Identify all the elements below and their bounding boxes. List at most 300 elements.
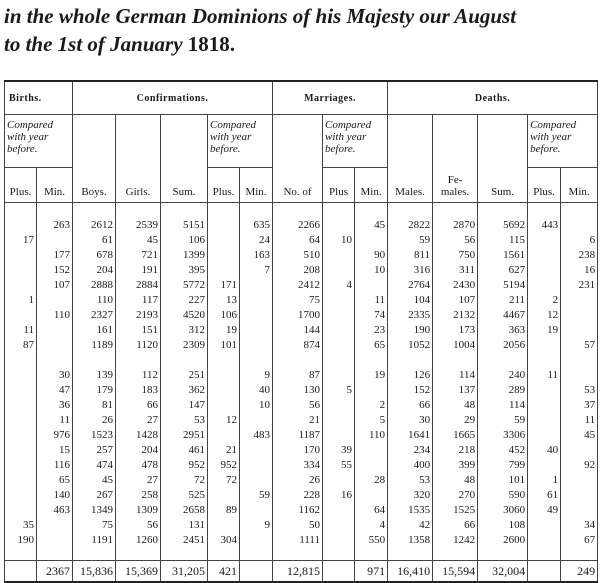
table-cell: 463 — [37, 503, 73, 518]
table-cell: 66 — [388, 398, 433, 413]
table-cell: 23 — [355, 323, 388, 338]
table-cell: 65 — [37, 473, 73, 488]
table-cell: 112 — [116, 368, 161, 383]
table-cell: 320 — [388, 488, 433, 503]
table-cell: 81 — [73, 398, 116, 413]
tail-spacer-row — [5, 548, 598, 561]
table-cell: 107 — [433, 293, 478, 308]
table-cell: 140 — [37, 488, 73, 503]
table-cell: 66 — [433, 518, 478, 533]
page-heading — [4, 2, 596, 58]
table-cell: 179 — [73, 383, 116, 398]
table-cell — [323, 293, 355, 308]
table-cell: 240 — [478, 368, 528, 383]
table-cell: 151 — [116, 323, 161, 338]
table-cell — [5, 398, 37, 413]
table-cell — [323, 308, 355, 323]
table-cell: 57 — [561, 338, 598, 353]
table-cell — [5, 458, 37, 473]
table-cell: 45 — [73, 473, 116, 488]
table-cell: 2132 — [433, 308, 478, 323]
table-cell: 228 — [273, 488, 323, 503]
table-cell — [323, 338, 355, 353]
table-cell: 19 — [355, 368, 388, 383]
table-cell: 190 — [5, 533, 37, 548]
births-compared-label: Compared with year before. — [5, 115, 73, 168]
total-cell — [5, 561, 37, 583]
table-cell: 163 — [240, 248, 273, 263]
table-cell — [478, 353, 528, 368]
table-cell — [208, 398, 240, 413]
table-cell — [528, 518, 561, 533]
total-cell: 16,410 — [388, 561, 433, 583]
table-cell: 61 — [73, 233, 116, 248]
table-cell: 64 — [273, 233, 323, 248]
table-cell — [323, 263, 355, 278]
table-cell: 231 — [561, 278, 598, 293]
table-cell — [5, 383, 37, 398]
table-cell: 110 — [355, 428, 388, 443]
compared-header-row — [5, 115, 598, 168]
total-cell: 15,594 — [433, 561, 478, 583]
table-cell — [208, 488, 240, 503]
table-cell: 104 — [388, 293, 433, 308]
table-cell: 56 — [433, 233, 478, 248]
table-cell: 42 — [388, 518, 433, 533]
table-cell: 40 — [528, 443, 561, 458]
table-cell: 161 — [73, 323, 116, 338]
table-cell: 12 — [528, 308, 561, 323]
table-cell — [561, 503, 598, 518]
table-cell: 59 — [388, 233, 433, 248]
table-cell — [240, 533, 273, 548]
table-row — [5, 263, 598, 278]
table-cell — [5, 248, 37, 263]
table-cell: 1428 — [116, 428, 161, 443]
table-cell — [355, 383, 388, 398]
table-cell — [528, 458, 561, 473]
table-cell — [37, 233, 73, 248]
table-row — [5, 323, 598, 338]
table-cell: 234 — [388, 443, 433, 458]
table-cell — [37, 338, 73, 353]
table-cell: 126 — [388, 368, 433, 383]
table-cell — [208, 383, 240, 398]
table-cell: 211 — [478, 293, 528, 308]
table-cell: 952 — [208, 458, 240, 473]
table-cell: 4 — [355, 518, 388, 533]
table-row — [5, 473, 598, 488]
table-row — [5, 278, 598, 293]
table-cell: 24 — [240, 233, 273, 248]
table-cell — [5, 308, 37, 323]
table-cell: 2412 — [273, 278, 323, 293]
table-cell: 483 — [240, 428, 273, 443]
table-cell: 4467 — [478, 308, 528, 323]
table-cell — [528, 398, 561, 413]
table-cell — [208, 353, 240, 368]
table-cell: 1523 — [73, 428, 116, 443]
col-deaths-min: Min. — [561, 168, 598, 203]
table-cell — [528, 248, 561, 263]
table-cell: 2309 — [161, 338, 208, 353]
total-cell: 31,205 — [161, 561, 208, 583]
table-cell: 251 — [161, 368, 208, 383]
table-cell: 116 — [37, 458, 73, 473]
table-cell: 400 — [388, 458, 433, 473]
table-cell: 3306 — [478, 428, 528, 443]
totals-row — [5, 561, 598, 583]
table-cell: 19 — [528, 323, 561, 338]
table-cell: 21 — [273, 413, 323, 428]
total-cell — [528, 561, 561, 583]
table-cell: 478 — [116, 458, 161, 473]
table-cell — [528, 263, 561, 278]
table-cell: 2327 — [73, 308, 116, 323]
table-cell — [208, 368, 240, 383]
table-cell: 1399 — [161, 248, 208, 263]
table-row — [5, 518, 598, 533]
table-cell — [240, 338, 273, 353]
table-cell — [561, 488, 598, 503]
table-cell: 101 — [208, 338, 240, 353]
table-cell: 45 — [116, 233, 161, 248]
table-cell: 147 — [161, 398, 208, 413]
table-cell: 4520 — [161, 308, 208, 323]
table-cell: 952 — [161, 458, 208, 473]
table-cell: 72 — [208, 473, 240, 488]
table-cell — [528, 413, 561, 428]
table-cell: 144 — [273, 323, 323, 338]
table-cell — [528, 428, 561, 443]
table-cell: 9 — [240, 518, 273, 533]
table-cell — [240, 443, 273, 458]
table-cell — [355, 488, 388, 503]
col-marriages-plus: Plus — [323, 168, 355, 203]
table-cell — [561, 293, 598, 308]
table-cell: 90 — [355, 248, 388, 263]
table-cell — [433, 353, 478, 368]
table-cell: 40 — [240, 383, 273, 398]
table-cell — [240, 293, 273, 308]
table-cell: 36 — [37, 398, 73, 413]
table-cell: 106 — [161, 233, 208, 248]
table-cell — [37, 353, 73, 368]
deaths-compared-label: Compared with year before. — [528, 115, 598, 168]
table-cell: 48 — [433, 398, 478, 413]
table-cell: 11 — [528, 368, 561, 383]
table-cell: 1189 — [73, 338, 116, 353]
table-cell: 2951 — [161, 428, 208, 443]
table-cell: 316 — [388, 263, 433, 278]
table-cell: 75 — [73, 518, 116, 533]
table-row — [5, 368, 598, 383]
table-cell — [240, 323, 273, 338]
table-cell: 56 — [116, 518, 161, 533]
table-cell: 2430 — [433, 278, 478, 293]
table-cell: 721 — [116, 248, 161, 263]
col-boys: Boys. — [73, 115, 116, 203]
table-cell: 190 — [388, 323, 433, 338]
confirmations-compared-label: Compared with year before. — [208, 115, 273, 168]
table-cell: 7 — [240, 263, 273, 278]
table-cell: 21 — [208, 443, 240, 458]
table-cell: 50 — [273, 518, 323, 533]
table-cell: 65 — [355, 338, 388, 353]
table-cell: 267 — [73, 488, 116, 503]
table-row — [5, 533, 598, 548]
table-cell — [355, 278, 388, 293]
table-row — [5, 308, 598, 323]
table-cell — [323, 398, 355, 413]
table-cell: 2335 — [388, 308, 433, 323]
table-cell: 5692 — [478, 218, 528, 233]
group-header-row — [5, 81, 598, 115]
table-cell: 550 — [355, 533, 388, 548]
total-cell: 12,815 — [273, 561, 323, 583]
table-cell: 139 — [73, 368, 116, 383]
table-cell: 47 — [37, 383, 73, 398]
table-cell — [561, 443, 598, 458]
table-cell: 110 — [73, 293, 116, 308]
table-cell: 177 — [37, 248, 73, 263]
table-cell: 678 — [73, 248, 116, 263]
table-cell — [528, 353, 561, 368]
table-cell: 35 — [5, 518, 37, 533]
table-row — [5, 218, 598, 233]
table-cell: 16 — [323, 488, 355, 503]
table-cell: 2870 — [433, 218, 478, 233]
total-cell: 971 — [355, 561, 388, 583]
table-row — [5, 293, 598, 308]
table-cell: 15 — [37, 443, 73, 458]
table-cell — [208, 233, 240, 248]
table-cell: 204 — [116, 443, 161, 458]
table-cell: 1111 — [273, 533, 323, 548]
table-cell — [73, 353, 116, 368]
table-cell — [323, 503, 355, 518]
table-cell: 92 — [561, 458, 598, 473]
col-births-min: Min. — [37, 168, 73, 203]
table-cell: 510 — [273, 248, 323, 263]
total-cell: 421 — [208, 561, 240, 583]
total-cell — [323, 561, 355, 583]
table-cell — [561, 323, 598, 338]
table-cell: 1349 — [73, 503, 116, 518]
table-cell: 27 — [116, 473, 161, 488]
table-cell: 30 — [388, 413, 433, 428]
table-cell — [5, 353, 37, 368]
col-confirmations-min: Min. — [240, 168, 273, 203]
table-cell — [5, 503, 37, 518]
table-cell: 2764 — [388, 278, 433, 293]
table-cell: 89 — [208, 503, 240, 518]
marriages-compared-label: Compared with year before. — [323, 115, 388, 168]
table-cell: 635 — [240, 218, 273, 233]
table-cell: 191 — [116, 263, 161, 278]
col-births-plus: Plus. — [5, 168, 37, 203]
table-cell: 218 — [433, 443, 478, 458]
table-cell — [5, 428, 37, 443]
table-cell — [323, 353, 355, 368]
table-cell: 61 — [528, 488, 561, 503]
table-cell — [561, 218, 598, 233]
table-cell — [5, 263, 37, 278]
table-cell: 1187 — [273, 428, 323, 443]
table-cell — [323, 248, 355, 263]
table-cell — [5, 413, 37, 428]
table-row — [5, 458, 598, 473]
total-cell: 249 — [561, 561, 598, 583]
table-cell: 17 — [5, 233, 37, 248]
col-confirmations-plus: Plus. — [208, 168, 240, 203]
table-cell: 11 — [5, 323, 37, 338]
table-cell: 257 — [73, 443, 116, 458]
table-cell — [37, 533, 73, 548]
table-cell: 1535 — [388, 503, 433, 518]
table-cell: 45 — [355, 218, 388, 233]
table-cell: 311 — [433, 263, 478, 278]
table-cell — [240, 473, 273, 488]
table-cell: 2193 — [116, 308, 161, 323]
table-cell: 11 — [37, 413, 73, 428]
table-cell: 72 — [161, 473, 208, 488]
table-cell: 114 — [478, 398, 528, 413]
table-cell: 107 — [37, 278, 73, 293]
table-cell: 2 — [355, 398, 388, 413]
table-cell: 976 — [37, 428, 73, 443]
table-cell — [208, 428, 240, 443]
table-cell: 1525 — [433, 503, 478, 518]
table-cell: 2612 — [73, 218, 116, 233]
table-cell: 525 — [161, 488, 208, 503]
table-cell: 1 — [528, 473, 561, 488]
table-cell — [528, 383, 561, 398]
table-cell: 334 — [273, 458, 323, 473]
table-cell: 2266 — [273, 218, 323, 233]
table-cell — [5, 368, 37, 383]
marriages-header: Marriages. — [273, 81, 388, 115]
total-cell: 2367 — [37, 561, 73, 583]
col-females: Fe-males. — [433, 115, 478, 203]
table-cell: 39 — [323, 443, 355, 458]
table-cell: 289 — [478, 383, 528, 398]
table-cell: 64 — [355, 503, 388, 518]
table-cell — [561, 473, 598, 488]
table-cell: 204 — [73, 263, 116, 278]
table-cell: 53 — [161, 413, 208, 428]
table-cell — [208, 263, 240, 278]
col-marriages-number: No. of — [273, 115, 323, 203]
table-cell — [323, 323, 355, 338]
table-cell: 3060 — [478, 503, 528, 518]
table-cell: 395 — [161, 263, 208, 278]
table-cell: 115 — [478, 233, 528, 248]
table-cell: 874 — [273, 338, 323, 353]
spacer-row — [5, 203, 598, 219]
table-cell: 1162 — [273, 503, 323, 518]
table-cell: 67 — [561, 533, 598, 548]
table-cell: 131 — [161, 518, 208, 533]
table-cell — [323, 518, 355, 533]
table-cell — [240, 413, 273, 428]
table-row — [5, 398, 598, 413]
table-cell: 2888 — [73, 278, 116, 293]
heading-year: 1818. — [187, 32, 236, 56]
total-cell: 32,004 — [478, 561, 528, 583]
table-cell: 312 — [161, 323, 208, 338]
table-cell: 263 — [37, 218, 73, 233]
table-cell: 5 — [355, 413, 388, 428]
table-cell — [208, 218, 240, 233]
table-cell: 59 — [478, 413, 528, 428]
table-cell — [37, 323, 73, 338]
total-cell: 15,369 — [116, 561, 161, 583]
heading-line-1: in the whole German Dominions of his Majesty our August — [4, 4, 517, 28]
table-cell — [240, 308, 273, 323]
table-cell: 130 — [273, 383, 323, 398]
table-row — [5, 338, 598, 353]
table-cell: 1309 — [116, 503, 161, 518]
table-cell: 10 — [323, 233, 355, 248]
table-cell: 1561 — [478, 248, 528, 263]
table-cell: 1191 — [73, 533, 116, 548]
table-cell — [116, 353, 161, 368]
table-cell: 19 — [208, 323, 240, 338]
table-cell: 2539 — [116, 218, 161, 233]
table-cell: 270 — [433, 488, 478, 503]
table-cell: 304 — [208, 533, 240, 548]
table-cell: 238 — [561, 248, 598, 263]
table-cell: 12 — [208, 413, 240, 428]
table-cell — [240, 353, 273, 368]
table-cell: 45 — [561, 428, 598, 443]
col-confirmations-sum: Sum. — [161, 115, 208, 203]
table-cell: 101 — [478, 473, 528, 488]
table-row — [5, 503, 598, 518]
table-cell: 152 — [388, 383, 433, 398]
table-cell — [355, 443, 388, 458]
table-cell — [208, 518, 240, 533]
table-cell: 29 — [433, 413, 478, 428]
table-cell: 27 — [116, 413, 161, 428]
table-cell: 37 — [561, 398, 598, 413]
table-cell — [355, 458, 388, 473]
births-header: Births. — [5, 81, 73, 115]
table-cell — [5, 278, 37, 293]
table-cell: 183 — [116, 383, 161, 398]
table-row — [5, 488, 598, 503]
table-cell: 452 — [478, 443, 528, 458]
table-cell: 11 — [355, 293, 388, 308]
table-cell — [273, 353, 323, 368]
table-cell — [528, 233, 561, 248]
table-cell: 1260 — [116, 533, 161, 548]
table-cell: 1665 — [433, 428, 478, 443]
table-cell: 75 — [273, 293, 323, 308]
col-males: Males. — [388, 115, 433, 203]
table-row — [5, 428, 598, 443]
table-cell: 9 — [240, 368, 273, 383]
table-cell: 10 — [355, 263, 388, 278]
table-cell: 171 — [208, 278, 240, 293]
table-cell: 16 — [561, 263, 598, 278]
table-cell — [37, 293, 73, 308]
table-cell — [561, 368, 598, 383]
table-row — [5, 353, 598, 368]
table-cell — [561, 353, 598, 368]
col-deaths-plus: Plus. — [528, 168, 561, 203]
